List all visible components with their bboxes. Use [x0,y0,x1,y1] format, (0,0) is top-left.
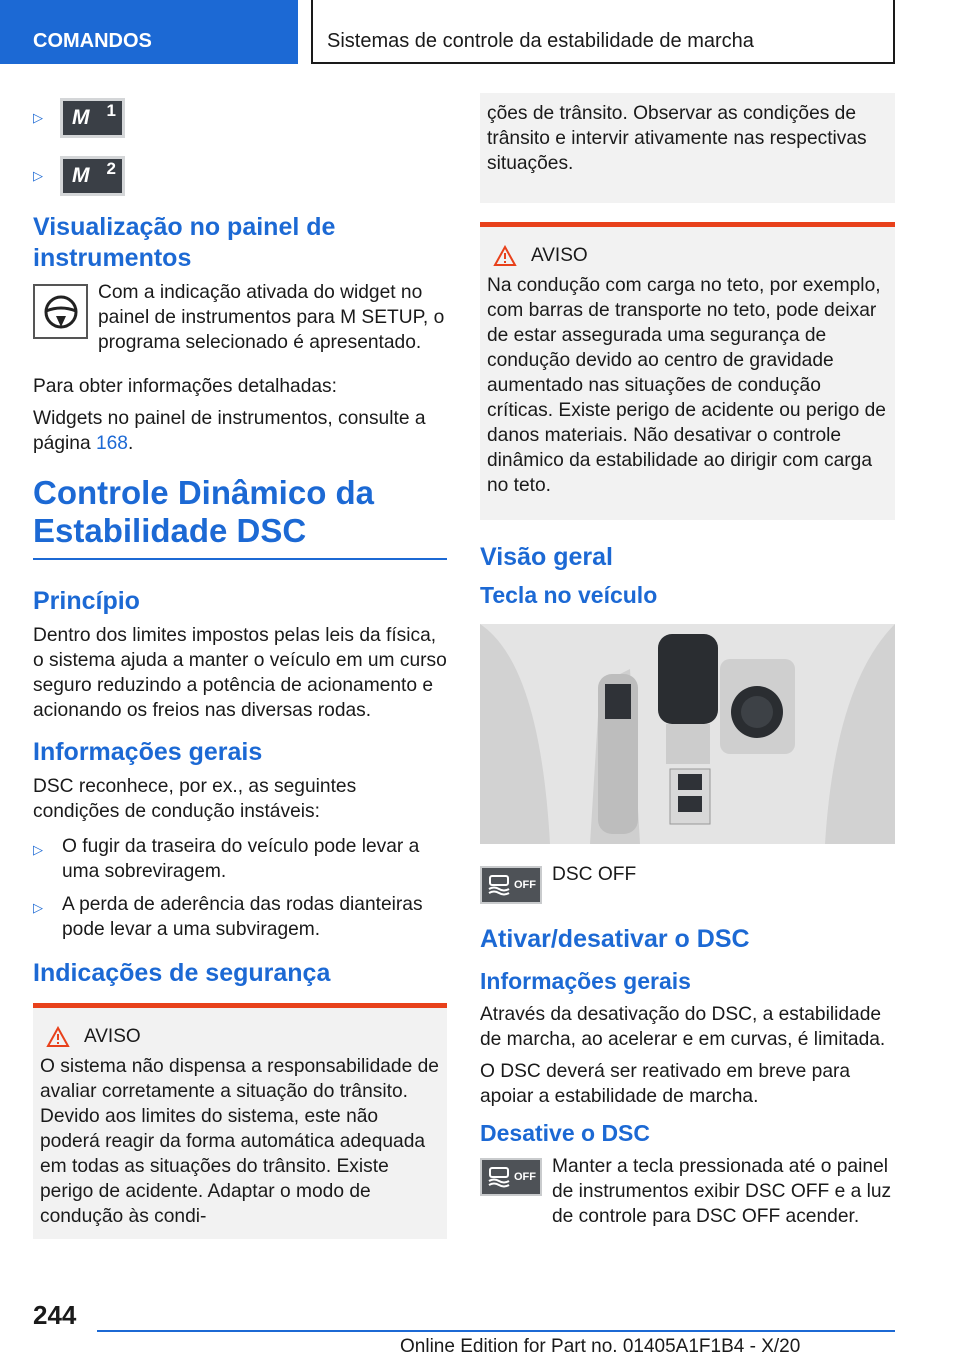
steering-wheel-icon [33,284,88,339]
page-link[interactable]: 168 [95,433,128,454]
warning-title: AVISO [84,1026,141,1047]
warning-text: O sistema não dispensa a responsabilidade de avaliar corretamente a situação do trânsito. Devido aos limites do sistema, este não poderá reagir da forma automática adequada em todas as situações do trânsito. Existe perigo de acidente. Adaptar o modo de condução às condi- [40,1056,439,1227]
dsc-off-label: DSC OFF [552,864,637,885]
section-tab: COMANDOS [0,0,298,64]
warning-header [487,245,887,267]
warning-title: AVISO [531,245,588,266]
heading-tecla: Tecla no veículo [480,582,658,608]
center-console-photo [480,624,895,844]
dsc-off-button-icon: OFF [480,1158,542,1196]
heading-info-gerais-2: Informações gerais [480,968,691,994]
warning-text: Na condução com carga no teto, por exemplo, com barras de transporte no teto, pode deixar de estar assegurada uma segurança de condução devido ao centro de gravidade aumentado nas situações de condução críticas. Existe perigo de acidente ou perigo de danos materiais. Não desativar o controle dinâmico da estabilidade ao dirigir com carga no teto. [487,275,886,496]
widgets-text: Widgets no painel de instrumentos, consulte a página 168. [33,408,426,454]
warning-box [33,1003,447,1239]
warning-triangle-icon [493,245,517,267]
list-item: ▷ O fugir da traseira do veículo pode levar a uma sobreviragem. [33,836,420,882]
visualizacao-text: Com a indicação ativada do widget no painel de instrumentos para M SETUP, o programa selecionado é apresentado. [98,282,445,353]
info-label: Para obter informações detalhadas: [33,376,337,397]
heading-seguranca: Indicações de segurança [33,959,331,987]
chapter-title: Sistemas de controle da estabilidade de marcha [311,0,895,64]
visualizacao-block [33,280,447,362]
triangle-bullet-icon: ▷ [33,110,43,125]
m1-button-icon: M 1 [60,98,125,138]
dsc-off-button-icon: OFF [480,866,542,904]
heading-ativar: Ativar/desativar o DSC [480,925,750,953]
warning-continuation [480,93,895,203]
info-text-2: O DSC deverá ser reativado em breve para apoiar a estabilidade de marcha. [480,1061,851,1107]
warning-box [480,222,895,520]
desative-block [480,1154,895,1236]
left-column [33,96,447,1239]
triangle-bullet-icon: ▷ [33,842,43,857]
heading-principio: Princípio [33,587,140,615]
m2-button-icon: M 2 [60,156,125,196]
info-gerais-text: DSC reconhece, por ex., as seguintes condições de condução instáveis: [33,776,357,822]
triangle-bullet-icon: ▷ [33,900,43,915]
info-text-1: Através da desativação do DSC, a estabilidade de marcha, ao acelerar e em curvas, é limitada. [480,1004,886,1050]
edition-text: Online Edition for Part no. 01405A1F1B4 - X/20 [400,1336,801,1357]
triangle-bullet-icon: ▷ [33,168,43,183]
right-column [480,96,895,1236]
warning-continuation-text: ções de trânsito. Observar as condições de trânsito e intervir ativamente nas respectivas situações. [487,103,867,174]
principio-text: Dentro dos limites impostos pelas leis da física, o sistema ajuda a manter o veículo em um curso seguro reduzindo a potência de acionamento e acionando os freios nas diversas rodas. [33,625,447,721]
desative-text: Manter a tecla pressionada até o painel de instrumentos exibir DSC OFF e a luz de controle para DSC OFF acender. [552,1156,892,1227]
heading-visualizacao: Visualização no painel de instrumentos [33,213,336,272]
footer-divider [97,1330,895,1332]
m2-button-item [33,154,447,198]
heading-visao-geral: Visão geral [480,543,613,571]
heading-desative: Desative o DSC [480,1120,651,1146]
page-number: 244 [33,1300,77,1330]
warning-header [40,1026,439,1048]
m1-button-item [33,96,447,140]
heading-dsc: Controle Dinâmico da Estabilidade DSC [33,474,447,560]
dsc-off-block [480,862,895,904]
heading-info-gerais: Informações gerais [33,738,263,766]
warning-triangle-icon [46,1026,70,1048]
list-item: ▷ A perda de aderência das rodas dianteiras pode levar a uma subviragem. [33,894,423,940]
